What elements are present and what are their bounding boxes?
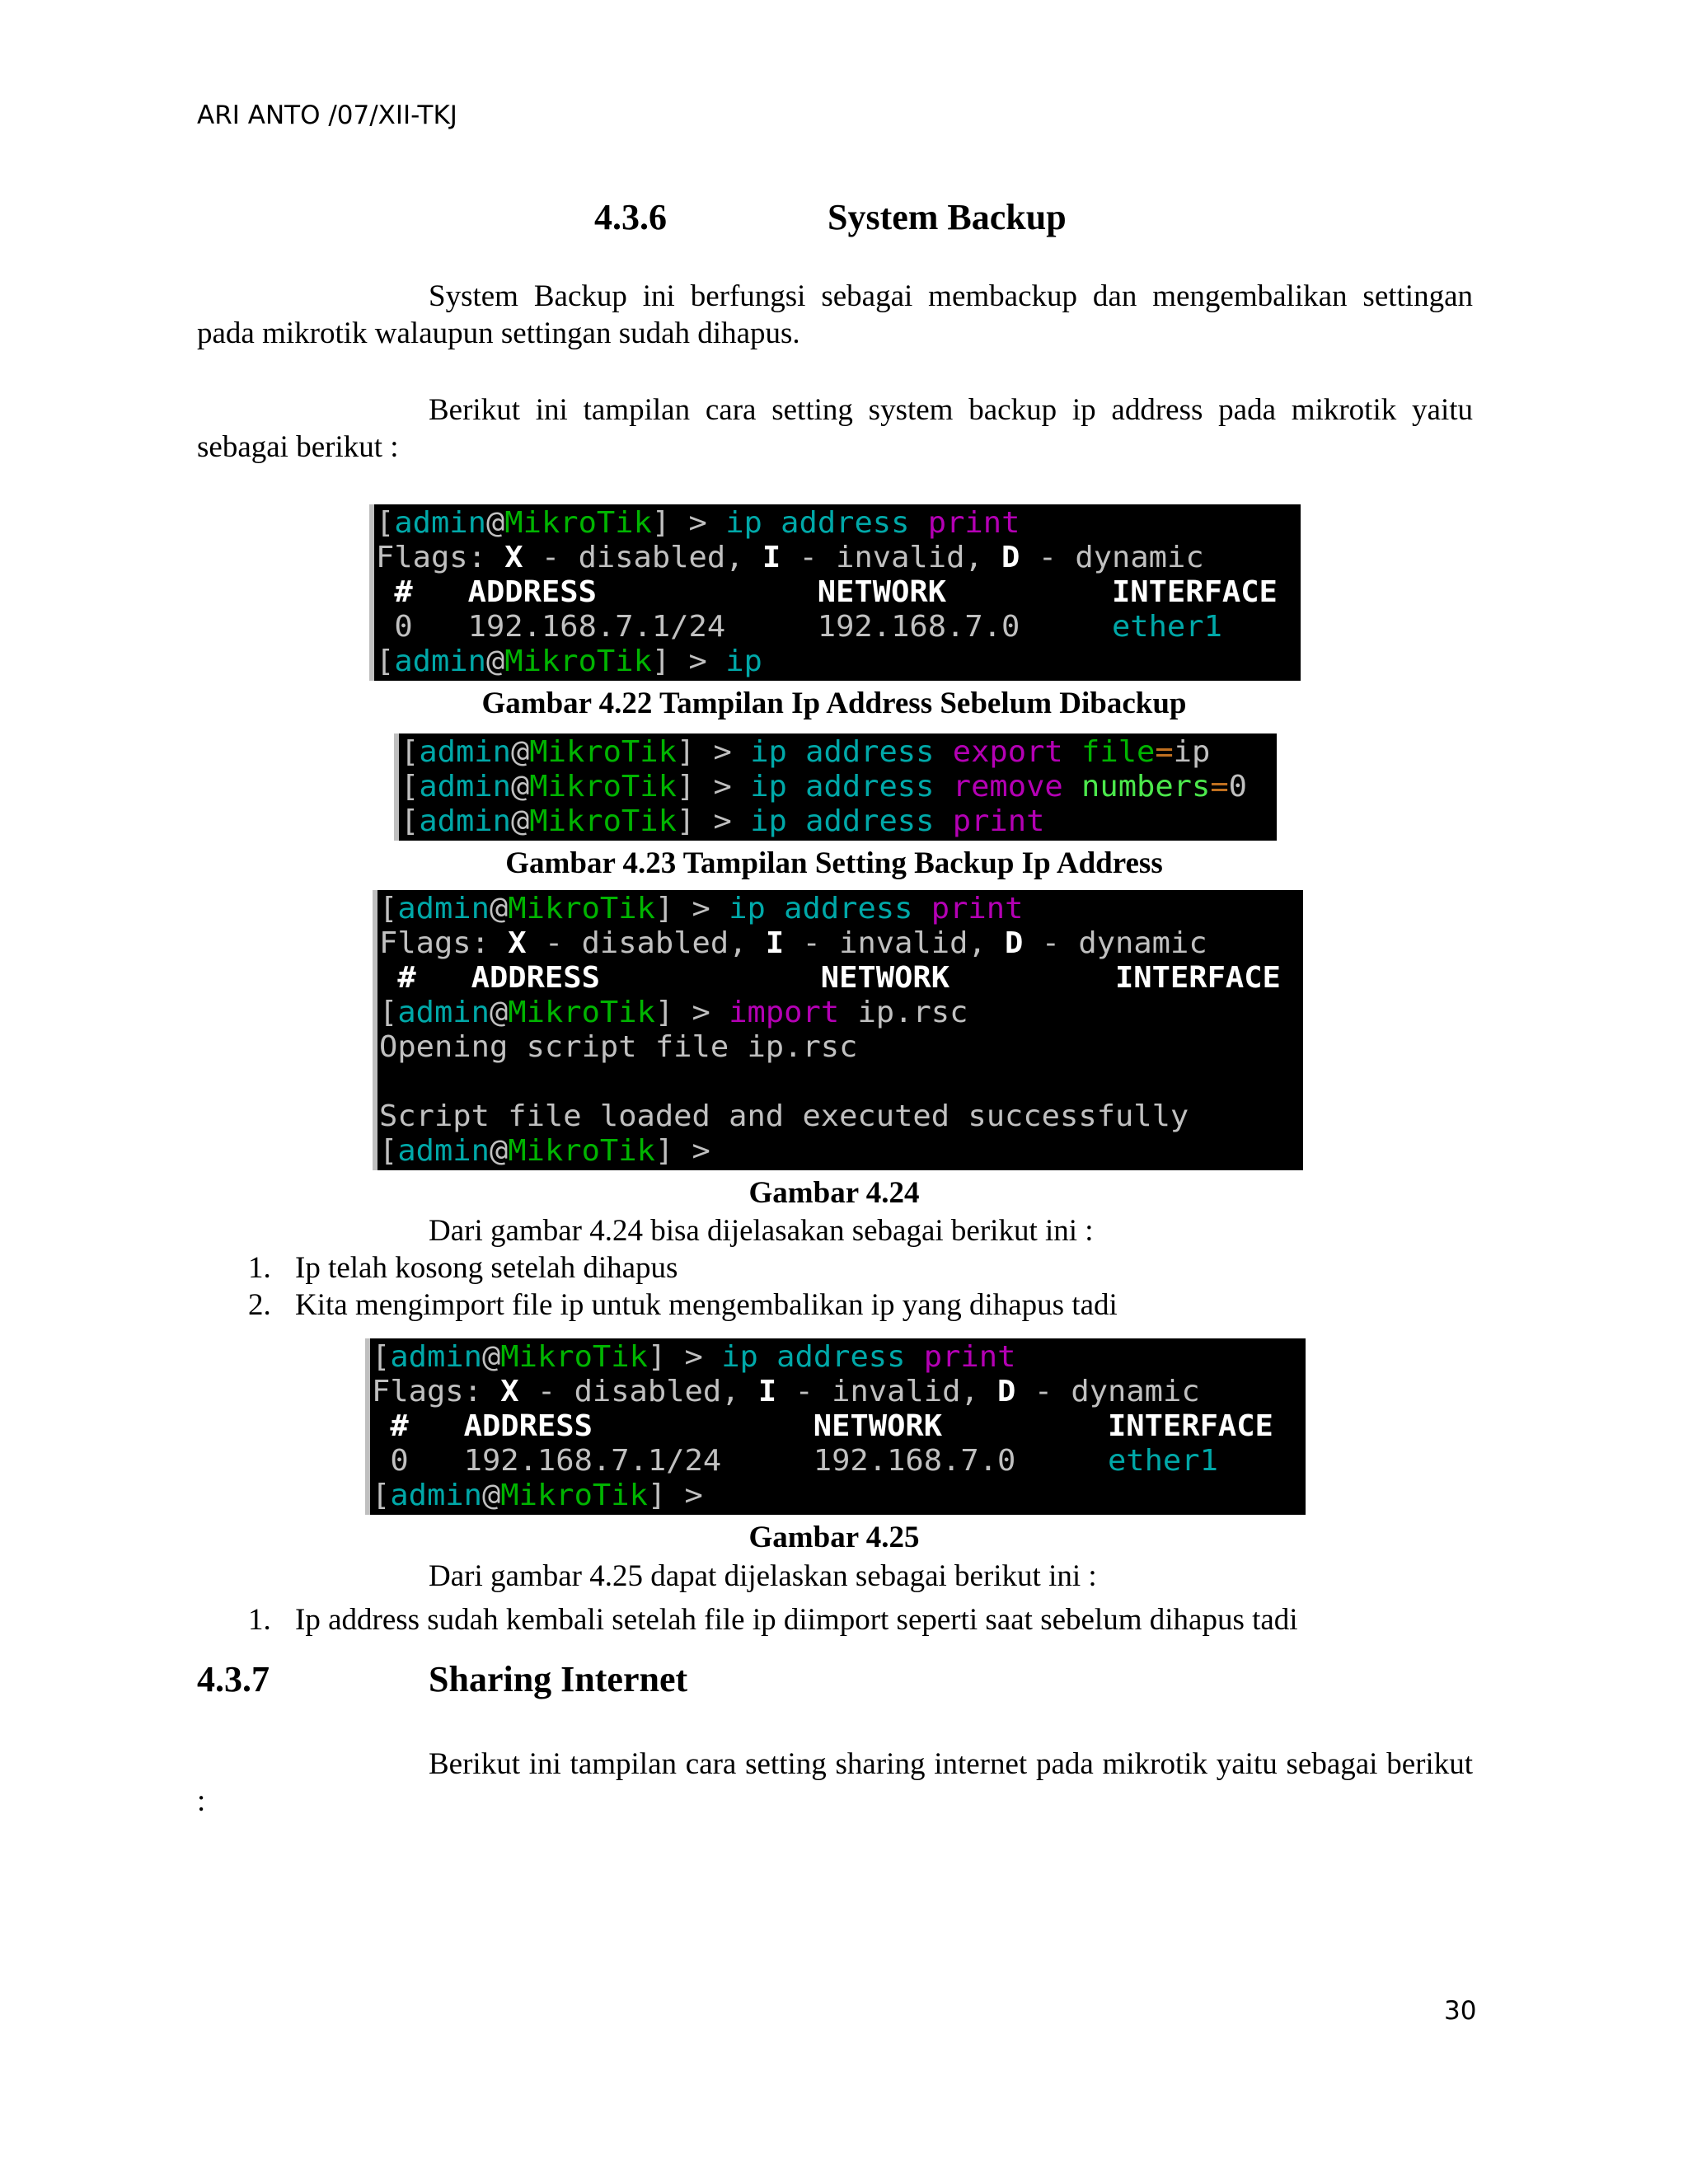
terminal-text: ip address [750, 770, 953, 804]
section-title: Sharing Internet [429, 1659, 688, 1699]
list-item: Kita mengimport file ip untuk mengembalikan ip yang dihapus tadi [295, 1288, 1118, 1322]
terminal-text: @ [489, 892, 509, 926]
terminal-text: file [1081, 735, 1156, 769]
terminal-line [379, 926, 1303, 961]
terminal-text: admin [397, 996, 490, 1029]
terminal-text: @ [510, 770, 530, 804]
terminal-text: @ [481, 1479, 501, 1512]
terminal-text: - disabled, [526, 926, 766, 960]
terminal-text: Flags: [376, 541, 505, 574]
terminal-text: ip.rsc [857, 996, 968, 1029]
page-header: ARI ANTO /07/XII-TKJ [197, 101, 457, 130]
terminal-line [376, 610, 1301, 644]
terminal-text: ] > [654, 996, 729, 1029]
terminal-text: - disabled, [523, 541, 762, 574]
terminal-text: @ [510, 804, 530, 838]
terminal-line [372, 1409, 1306, 1444]
terminal-text: admin [394, 644, 486, 678]
terminal-text: Flags: [379, 926, 509, 960]
terminal-screenshot [369, 504, 1301, 681]
terminal-text: [ [379, 996, 398, 1029]
terminal-text: admin [394, 506, 486, 540]
terminal-text: 0 192.168.7.1/24 192.168.7.0 [372, 1444, 1108, 1478]
terminal-text: MikroTik [508, 996, 655, 1029]
list-item: Ip address sudah kembali setelah file ip diimport seperti saat sebelum dihapus tadi [295, 1603, 1298, 1637]
terminal-text: - invalid, [784, 926, 1006, 960]
terminal-line [379, 1134, 1303, 1169]
terminal-line [379, 892, 1303, 926]
terminal-text: Script file loaded and executed successfully [379, 1099, 1189, 1133]
terminal-text: @ [481, 1340, 501, 1374]
terminal-text: = [1155, 735, 1174, 769]
terminal-text: admin [419, 735, 511, 769]
terminal-text: ] > [676, 735, 751, 769]
terminal-line [376, 575, 1301, 610]
terminal-text: ether1 [1111, 610, 1222, 644]
terminal-text: X [508, 926, 527, 960]
terminal-text: @ [510, 735, 530, 769]
figure-caption: Gambar 4.25 [748, 1521, 920, 1554]
terminal-line [376, 506, 1301, 541]
terminal-text: ip [1173, 735, 1211, 769]
figure-caption: Gambar 4.23 Tampilan Setting Backup Ip Address [505, 846, 1163, 880]
terminal-text: print [927, 506, 1020, 540]
terminal-text: [ [376, 644, 395, 678]
terminal-line [372, 1444, 1306, 1479]
terminal-line [401, 804, 1277, 839]
terminal-text: print [931, 892, 1024, 926]
terminal-text: ] > [654, 1134, 729, 1168]
terminal-text: admin [390, 1479, 482, 1512]
page-number: 30 [1444, 1996, 1477, 2026]
terminal-text: D [1001, 541, 1020, 574]
terminal-text: Opening script file ip.rsc [379, 1030, 858, 1064]
terminal-text: MikroTik [500, 1479, 648, 1512]
terminal-text: ip address [750, 804, 953, 838]
explanation-intro: Dari gambar 4.24 bisa dijelasakan sebagai berikut ini : [429, 1214, 1094, 1248]
figure-caption: Gambar 4.22 Tampilan Ip Address Sebelum Dibackup [481, 687, 1187, 720]
terminal-text: MikroTik [529, 770, 677, 804]
terminal-text: MikroTik [508, 892, 655, 926]
terminal-text: MikroTik [508, 1134, 655, 1168]
terminal-text: ] > [647, 1479, 722, 1512]
terminal-text: # ADDRESS NETWORK INTERFACE [372, 1409, 1273, 1443]
terminal-line [401, 770, 1277, 804]
terminal-text: admin [419, 804, 511, 838]
terminal-text: [ [401, 804, 420, 838]
terminal-text: [ [379, 892, 398, 926]
terminal-text: [ [372, 1479, 391, 1512]
terminal-text: D [1005, 926, 1024, 960]
terminal-text: X [500, 1375, 519, 1408]
terminal-line [379, 961, 1303, 996]
terminal-line [379, 1065, 1303, 1099]
explanation-intro: Dari gambar 4.25 dapat dijelaskan sebagai berikut ini : [429, 1559, 1097, 1593]
list-number: 1. [248, 1251, 271, 1285]
terminal-text: MikroTik [529, 735, 677, 769]
terminal-text: - disabled, [518, 1375, 758, 1408]
terminal-text: 0 192.168.7.1/24 192.168.7.0 [376, 610, 1112, 644]
terminal-text: [ [376, 506, 395, 540]
terminal-text: print [952, 804, 1045, 838]
terminal-line [372, 1479, 1306, 1513]
terminal-text: - invalid, [776, 1375, 998, 1408]
terminal-text: ip [725, 644, 762, 678]
terminal-text: ] > [676, 804, 751, 838]
terminal-text: X [504, 541, 523, 574]
terminal-text: D [997, 1375, 1016, 1408]
terminal-text: = [1210, 770, 1229, 804]
terminal-text: # ADDRESS NETWORK INTERFACE [379, 961, 1281, 995]
terminal-text: I [757, 1375, 777, 1408]
terminal-text: - dynamic [1020, 541, 1204, 574]
terminal-line [379, 1030, 1303, 1065]
terminal-screenshot [365, 1338, 1306, 1515]
terminal-text: ] > [654, 892, 729, 926]
terminal-screenshot [394, 733, 1277, 841]
terminal-text: ] > [651, 644, 726, 678]
terminal-text: ether1 [1107, 1444, 1218, 1478]
terminal-text: @ [489, 1134, 509, 1168]
paragraph: Berikut ini tampilan cara setting system backup ip address pada mikrotik yaitu sebagai berikut : [197, 393, 1473, 464]
terminal-line [372, 1375, 1306, 1409]
terminal-text: - dynamic [1015, 1375, 1200, 1408]
terminal-text: [ [379, 1134, 398, 1168]
section-number: 4.3.7 [197, 1659, 270, 1699]
list-number: 1. [248, 1603, 271, 1637]
terminal-screenshot [373, 890, 1303, 1170]
terminal-text: MikroTik [500, 1340, 648, 1374]
terminal-text: MikroTik [504, 644, 652, 678]
section-number: 4.3.6 [594, 197, 667, 237]
terminal-text: @ [485, 506, 505, 540]
terminal-text: ] > [651, 506, 726, 540]
terminal-text: ] > [647, 1340, 722, 1374]
figure-caption: Gambar 4.24 [748, 1176, 920, 1210]
terminal-text: remove [952, 770, 1082, 804]
terminal-text: export [952, 735, 1082, 769]
terminal-line [401, 735, 1277, 770]
terminal-text: I [762, 541, 781, 574]
terminal-text: - dynamic [1023, 926, 1207, 960]
paragraph: System Backup ini berfungsi sebagai membackup dan mengembalikan settingan pada mikrotik walaupun settingan sudah dihapus. [197, 279, 1473, 350]
terminal-text: MikroTik [504, 506, 652, 540]
list-number: 2. [248, 1288, 271, 1322]
terminal-text: numbers [1081, 770, 1211, 804]
terminal-text: admin [397, 892, 490, 926]
terminal-line [379, 996, 1303, 1030]
terminal-text: ] > [676, 770, 751, 804]
terminal-text: I [765, 926, 785, 960]
terminal-text: print [923, 1340, 1016, 1374]
terminal-text: admin [390, 1340, 482, 1374]
terminal-text: [ [372, 1340, 391, 1374]
terminal-text: MikroTik [529, 804, 677, 838]
terminal-text: ip address [721, 1340, 924, 1374]
terminal-text: [ [401, 770, 420, 804]
terminal-text: Flags: [372, 1375, 501, 1408]
terminal-text: ip address [729, 892, 931, 926]
terminal-text: import [729, 996, 858, 1029]
terminal-text: admin [419, 770, 511, 804]
paragraph: Berikut ini tampilan cara setting sharing internet pada mikrotik yaitu sebagai berikut : [197, 1747, 1473, 1818]
terminal-line [379, 1099, 1303, 1134]
terminal-text: # ADDRESS NETWORK INTERFACE [376, 575, 1278, 609]
terminal-text: @ [485, 644, 505, 678]
terminal-line [376, 541, 1301, 575]
section-title: System Backup [828, 197, 1067, 237]
terminal-text: admin [397, 1134, 490, 1168]
terminal-text: 0 [1228, 770, 1247, 804]
list-item: Ip telah kosong setelah dihapus [295, 1251, 678, 1285]
terminal-text: ip address [725, 506, 928, 540]
terminal-text: - invalid, [781, 541, 1002, 574]
terminal-text: @ [489, 996, 509, 1029]
terminal-text: ip address [750, 735, 953, 769]
terminal-line [372, 1340, 1306, 1375]
terminal-line [376, 644, 1301, 679]
terminal-text: [ [401, 735, 420, 769]
